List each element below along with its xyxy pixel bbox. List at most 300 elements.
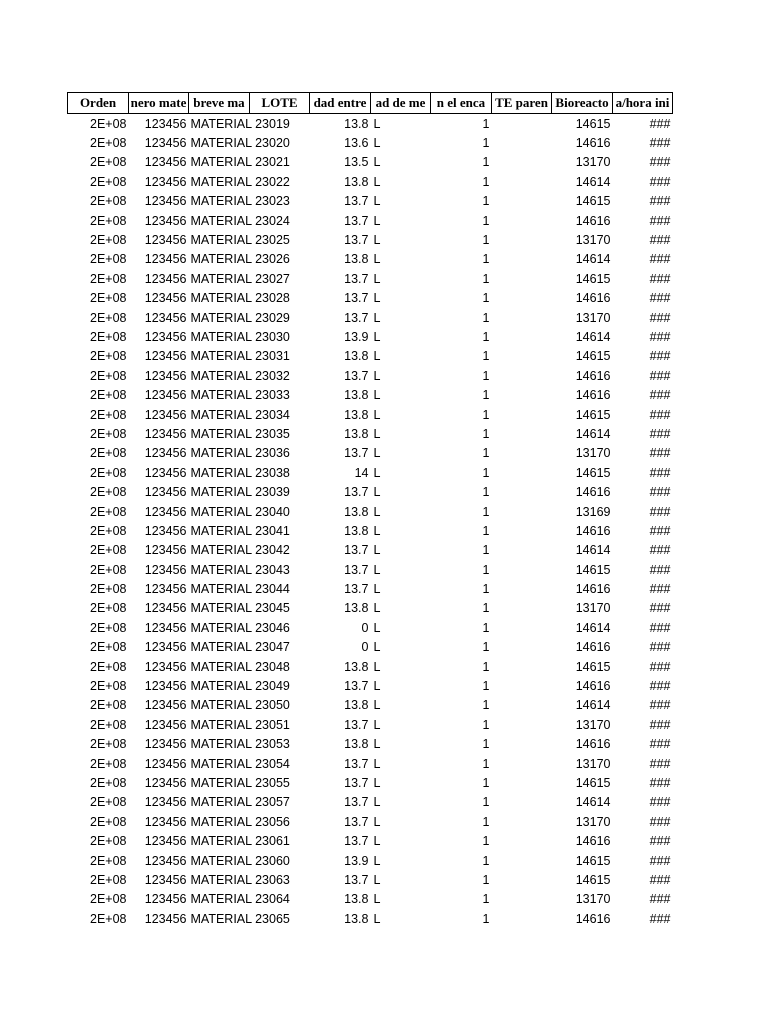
cell-cantidad-entregada[interactable]: 13.7 bbox=[344, 310, 369, 325]
cell-cantidad-encabezado[interactable]: 1 bbox=[482, 407, 490, 422]
cell-lote-parental[interactable] bbox=[492, 773, 552, 792]
cell-lote-parental[interactable] bbox=[492, 754, 552, 773]
cell-fecha-hora[interactable]: ### bbox=[649, 795, 671, 810]
cell-unidad-medida[interactable]: L bbox=[373, 426, 381, 441]
cell-lote-parental[interactable] bbox=[492, 172, 552, 191]
cell-lote-parental[interactable] bbox=[492, 638, 552, 657]
header-cantidad-encabezado[interactable]: n el enca bbox=[431, 93, 492, 114]
cell-texto-breve[interactable] bbox=[189, 366, 310, 385]
cell-fecha-hora[interactable]: ### bbox=[649, 426, 671, 441]
cell-bioreactor[interactable]: 14616 bbox=[575, 737, 611, 752]
cell-texto-breve[interactable] bbox=[189, 754, 310, 773]
cell-bioreactor[interactable]: 14616 bbox=[575, 834, 611, 849]
cell-texto-breve[interactable] bbox=[189, 870, 310, 889]
cell-texto-breve[interactable] bbox=[189, 715, 310, 734]
cell-unidad-medida[interactable]: L bbox=[373, 523, 381, 538]
cell-bioreactor[interactable]: 14615 bbox=[575, 775, 611, 790]
cell-bioreactor[interactable]: 14616 bbox=[575, 136, 611, 151]
cell-cantidad-encabezado[interactable]: 1 bbox=[482, 233, 490, 248]
cell-orden[interactable]: 2E+08 bbox=[90, 426, 127, 441]
cell-lote-parental[interactable] bbox=[492, 327, 552, 346]
cell-cantidad-entregada[interactable]: 13.7 bbox=[344, 485, 369, 500]
cell-unidad-medida[interactable]: L bbox=[373, 252, 381, 267]
cell-cantidad-encabezado[interactable]: 1 bbox=[482, 562, 490, 577]
cell-fecha-hora[interactable]: ### bbox=[649, 174, 671, 189]
cell-cantidad-encabezado[interactable]: 1 bbox=[482, 310, 490, 325]
cell-fecha-hora[interactable]: ### bbox=[649, 368, 671, 383]
cell-orden[interactable]: 2E+08 bbox=[90, 659, 127, 674]
cell-cantidad-encabezado[interactable]: 1 bbox=[482, 291, 490, 306]
cell-numero-material[interactable]: 123456 bbox=[144, 620, 187, 635]
cell-cantidad-encabezado[interactable]: 1 bbox=[482, 388, 490, 403]
cell-cantidad-entregada[interactable]: 13.7 bbox=[344, 814, 369, 829]
cell-cantidad-entregada[interactable]: 13.7 bbox=[344, 795, 369, 810]
cell-texto-breve[interactable] bbox=[189, 172, 310, 191]
cell-cantidad-entregada[interactable]: 13.9 bbox=[344, 329, 369, 344]
cell-fecha-hora[interactable]: ### bbox=[649, 136, 671, 151]
cell-numero-material[interactable]: 123456 bbox=[144, 582, 187, 597]
cell-orden[interactable]: 2E+08 bbox=[90, 446, 127, 461]
cell-cantidad-encabezado[interactable]: 1 bbox=[482, 834, 490, 849]
cell-bioreactor[interactable]: 14614 bbox=[575, 620, 611, 635]
cell-cantidad-entregada[interactable]: 13.7 bbox=[344, 368, 369, 383]
cell-fecha-hora[interactable]: ### bbox=[649, 446, 671, 461]
cell-numero-material[interactable]: 123456 bbox=[144, 814, 187, 829]
cell-lote-parental[interactable] bbox=[492, 230, 552, 249]
cell-cantidad-entregada[interactable]: 13.7 bbox=[344, 233, 369, 248]
cell-unidad-medida[interactable]: L bbox=[373, 271, 381, 286]
cell-cantidad-encabezado[interactable]: 1 bbox=[482, 446, 490, 461]
cell-numero-material[interactable]: 123456 bbox=[144, 698, 187, 713]
cell-texto-breve[interactable] bbox=[189, 347, 310, 366]
cell-lote-parental[interactable] bbox=[492, 269, 552, 288]
cell-bioreactor[interactable]: 13170 bbox=[575, 233, 611, 248]
cell-numero-material[interactable]: 123456 bbox=[144, 155, 187, 170]
cell-cantidad-entregada[interactable]: 13.7 bbox=[344, 291, 369, 306]
cell-texto-breve[interactable] bbox=[189, 114, 310, 134]
cell-cantidad-entregada[interactable]: 13.7 bbox=[344, 213, 369, 228]
cell-cantidad-encabezado[interactable]: 1 bbox=[482, 620, 490, 635]
cell-cantidad-encabezado[interactable]: 1 bbox=[482, 504, 490, 519]
cell-numero-material[interactable]: 123456 bbox=[144, 659, 187, 674]
cell-cantidad-entregada[interactable]: 0 bbox=[361, 620, 369, 635]
cell-texto-breve[interactable] bbox=[189, 696, 310, 715]
cell-cantidad-encabezado[interactable]: 1 bbox=[482, 116, 490, 131]
cell-cantidad-entregada[interactable]: 13.6 bbox=[344, 136, 369, 151]
cell-bioreactor[interactable]: 14616 bbox=[575, 213, 611, 228]
header-numero-material[interactable]: nero mate bbox=[129, 93, 189, 114]
cell-fecha-hora[interactable]: ### bbox=[649, 329, 671, 344]
cell-orden[interactable]: 2E+08 bbox=[90, 523, 127, 538]
cell-orden[interactable]: 2E+08 bbox=[90, 737, 127, 752]
cell-numero-material[interactable]: 123456 bbox=[144, 756, 187, 771]
cell-orden[interactable]: 2E+08 bbox=[90, 582, 127, 597]
cell-unidad-medida[interactable]: L bbox=[373, 640, 381, 655]
cell-cantidad-encabezado[interactable]: 1 bbox=[482, 872, 490, 887]
cell-fecha-hora[interactable]: ### bbox=[649, 543, 671, 558]
cell-fecha-hora[interactable]: ### bbox=[649, 582, 671, 597]
cell-orden[interactable]: 2E+08 bbox=[90, 252, 127, 267]
cell-lote-parental[interactable] bbox=[492, 482, 552, 501]
cell-texto-breve[interactable] bbox=[189, 444, 310, 463]
cell-lote-parental[interactable] bbox=[492, 192, 552, 211]
cell-texto-breve[interactable] bbox=[189, 890, 310, 909]
cell-numero-material[interactable]: 123456 bbox=[144, 911, 187, 926]
cell-numero-material[interactable]: 123456 bbox=[144, 194, 187, 209]
cell-cantidad-encabezado[interactable]: 1 bbox=[482, 717, 490, 732]
cell-texto-breve[interactable] bbox=[189, 812, 310, 831]
cell-cantidad-entregada[interactable]: 0 bbox=[361, 640, 369, 655]
cell-orden[interactable]: 2E+08 bbox=[90, 213, 127, 228]
cell-bioreactor[interactable]: 14614 bbox=[575, 252, 611, 267]
cell-cantidad-encabezado[interactable]: 1 bbox=[482, 659, 490, 674]
cell-orden[interactable]: 2E+08 bbox=[90, 349, 127, 364]
cell-unidad-medida[interactable]: L bbox=[373, 349, 381, 364]
cell-cantidad-entregada[interactable]: 13.8 bbox=[344, 174, 369, 189]
cell-orden[interactable]: 2E+08 bbox=[90, 892, 127, 907]
cell-texto-breve[interactable] bbox=[189, 735, 310, 754]
cell-unidad-medida[interactable]: L bbox=[373, 775, 381, 790]
cell-lote-parental[interactable] bbox=[492, 831, 552, 850]
cell-lote-parental[interactable] bbox=[492, 521, 552, 540]
cell-unidad-medida[interactable]: L bbox=[373, 562, 381, 577]
cell-numero-material[interactable]: 123456 bbox=[144, 116, 187, 131]
cell-texto-breve[interactable] bbox=[189, 269, 310, 288]
cell-lote-parental[interactable] bbox=[492, 657, 552, 676]
cell-unidad-medida[interactable]: L bbox=[373, 233, 381, 248]
cell-orden[interactable]: 2E+08 bbox=[90, 368, 127, 383]
cell-unidad-medida[interactable]: L bbox=[373, 717, 381, 732]
cell-texto-breve[interactable] bbox=[189, 560, 310, 579]
cell-numero-material[interactable]: 123456 bbox=[144, 426, 187, 441]
cell-numero-material[interactable]: 123456 bbox=[144, 233, 187, 248]
cell-texto-breve[interactable] bbox=[189, 773, 310, 792]
header-lote-parental[interactable]: TE paren bbox=[492, 93, 552, 114]
cell-orden[interactable]: 2E+08 bbox=[90, 775, 127, 790]
cell-bioreactor[interactable]: 13170 bbox=[575, 717, 611, 732]
cell-texto-breve[interactable] bbox=[189, 793, 310, 812]
cell-texto-breve[interactable] bbox=[189, 909, 310, 928]
cell-cantidad-encabezado[interactable]: 1 bbox=[482, 155, 490, 170]
cell-lote-parental[interactable] bbox=[492, 696, 552, 715]
cell-texto-breve[interactable] bbox=[189, 657, 310, 676]
cell-fecha-hora[interactable]: ### bbox=[649, 679, 671, 694]
cell-texto-breve[interactable] bbox=[189, 502, 310, 521]
cell-unidad-medida[interactable]: L bbox=[373, 407, 381, 422]
cell-unidad-medida[interactable]: L bbox=[373, 329, 381, 344]
cell-orden[interactable]: 2E+08 bbox=[90, 872, 127, 887]
cell-orden[interactable]: 2E+08 bbox=[90, 814, 127, 829]
cell-numero-material[interactable]: 123456 bbox=[144, 679, 187, 694]
cell-orden[interactable]: 2E+08 bbox=[90, 601, 127, 616]
header-cantidad-entregada[interactable]: dad entre bbox=[310, 93, 371, 114]
cell-unidad-medida[interactable]: L bbox=[373, 911, 381, 926]
cell-bioreactor[interactable]: 13169 bbox=[575, 504, 611, 519]
cell-orden[interactable]: 2E+08 bbox=[90, 834, 127, 849]
header-unidad-medida[interactable]: ad de me bbox=[371, 93, 431, 114]
cell-cantidad-encabezado[interactable]: 1 bbox=[482, 543, 490, 558]
cell-texto-breve[interactable] bbox=[189, 482, 310, 501]
cell-fecha-hora[interactable]: ### bbox=[649, 853, 671, 868]
cell-lote-parental[interactable] bbox=[492, 114, 552, 134]
cell-bioreactor[interactable]: 14615 bbox=[575, 271, 611, 286]
cell-numero-material[interactable]: 123456 bbox=[144, 737, 187, 752]
cell-cantidad-entregada[interactable]: 13.8 bbox=[344, 911, 369, 926]
cell-numero-material[interactable]: 123456 bbox=[144, 795, 187, 810]
cell-numero-material[interactable]: 123456 bbox=[144, 775, 187, 790]
cell-cantidad-encabezado[interactable]: 1 bbox=[482, 349, 490, 364]
cell-fecha-hora[interactable]: ### bbox=[649, 698, 671, 713]
cell-texto-breve[interactable] bbox=[189, 521, 310, 540]
cell-lote-parental[interactable] bbox=[492, 579, 552, 598]
cell-unidad-medida[interactable]: L bbox=[373, 853, 381, 868]
cell-lote-parental[interactable] bbox=[492, 424, 552, 443]
cell-numero-material[interactable]: 123456 bbox=[144, 523, 187, 538]
cell-orden[interactable]: 2E+08 bbox=[90, 853, 127, 868]
cell-cantidad-entregada[interactable]: 13.8 bbox=[344, 349, 369, 364]
cell-numero-material[interactable]: 123456 bbox=[144, 543, 187, 558]
cell-cantidad-entregada[interactable]: 13.7 bbox=[344, 756, 369, 771]
cell-fecha-hora[interactable]: ### bbox=[649, 310, 671, 325]
cell-numero-material[interactable]: 123456 bbox=[144, 407, 187, 422]
cell-lote-parental[interactable] bbox=[492, 405, 552, 424]
cell-cantidad-encabezado[interactable]: 1 bbox=[482, 737, 490, 752]
cell-texto-breve[interactable] bbox=[189, 308, 310, 327]
cell-numero-material[interactable]: 123456 bbox=[144, 562, 187, 577]
cell-bioreactor[interactable]: 14616 bbox=[575, 582, 611, 597]
cell-lote-parental[interactable] bbox=[492, 560, 552, 579]
cell-orden[interactable]: 2E+08 bbox=[90, 329, 127, 344]
cell-cantidad-encabezado[interactable]: 1 bbox=[482, 679, 490, 694]
cell-lote-parental[interactable] bbox=[492, 250, 552, 269]
cell-orden[interactable]: 2E+08 bbox=[90, 911, 127, 926]
cell-bioreactor[interactable]: 14616 bbox=[575, 911, 611, 926]
cell-lote-parental[interactable] bbox=[492, 385, 552, 404]
cell-bioreactor[interactable]: 14615 bbox=[575, 116, 611, 131]
cell-cantidad-encabezado[interactable]: 1 bbox=[482, 814, 490, 829]
cell-texto-breve[interactable] bbox=[189, 327, 310, 346]
cell-lote-parental[interactable] bbox=[492, 289, 552, 308]
header-orden[interactable]: Orden bbox=[68, 93, 129, 114]
cell-fecha-hora[interactable]: ### bbox=[649, 814, 671, 829]
cell-bioreactor[interactable]: 14614 bbox=[575, 795, 611, 810]
cell-unidad-medida[interactable]: L bbox=[373, 446, 381, 461]
cell-bioreactor[interactable]: 14615 bbox=[575, 659, 611, 674]
cell-orden[interactable]: 2E+08 bbox=[90, 756, 127, 771]
cell-unidad-medida[interactable]: L bbox=[373, 892, 381, 907]
cell-bioreactor[interactable]: 14615 bbox=[575, 349, 611, 364]
cell-numero-material[interactable]: 123456 bbox=[144, 485, 187, 500]
cell-numero-material[interactable]: 123456 bbox=[144, 252, 187, 267]
cell-cantidad-encabezado[interactable]: 1 bbox=[482, 213, 490, 228]
cell-lote-parental[interactable] bbox=[492, 211, 552, 230]
cell-orden[interactable]: 2E+08 bbox=[90, 640, 127, 655]
cell-lote-parental[interactable] bbox=[492, 890, 552, 909]
cell-texto-breve[interactable] bbox=[189, 676, 310, 695]
cell-orden[interactable]: 2E+08 bbox=[90, 233, 127, 248]
cell-cantidad-encabezado[interactable]: 1 bbox=[482, 136, 490, 151]
cell-fecha-hora[interactable]: ### bbox=[649, 872, 671, 887]
cell-numero-material[interactable]: 123456 bbox=[144, 329, 187, 344]
cell-orden[interactable]: 2E+08 bbox=[90, 698, 127, 713]
cell-cantidad-encabezado[interactable]: 1 bbox=[482, 426, 490, 441]
cell-bioreactor[interactable]: 14614 bbox=[575, 543, 611, 558]
cell-fecha-hora[interactable]: ### bbox=[649, 252, 671, 267]
cell-lote-parental[interactable] bbox=[492, 444, 552, 463]
cell-cantidad-entregada[interactable]: 13.8 bbox=[344, 252, 369, 267]
cell-cantidad-encabezado[interactable]: 1 bbox=[482, 795, 490, 810]
cell-bioreactor[interactable]: 14615 bbox=[575, 562, 611, 577]
cell-texto-breve[interactable] bbox=[189, 250, 310, 269]
cell-unidad-medida[interactable]: L bbox=[373, 834, 381, 849]
cell-cantidad-encabezado[interactable]: 1 bbox=[482, 911, 490, 926]
cell-bioreactor[interactable]: 14616 bbox=[575, 640, 611, 655]
cell-fecha-hora[interactable]: ### bbox=[649, 834, 671, 849]
header-lote[interactable]: LOTE bbox=[250, 93, 310, 114]
cell-cantidad-entregada[interactable]: 13.8 bbox=[344, 504, 369, 519]
cell-numero-material[interactable]: 123456 bbox=[144, 271, 187, 286]
cell-bioreactor[interactable]: 14616 bbox=[575, 388, 611, 403]
cell-unidad-medida[interactable]: L bbox=[373, 756, 381, 771]
cell-fecha-hora[interactable]: ### bbox=[649, 892, 671, 907]
cell-unidad-medida[interactable]: L bbox=[373, 698, 381, 713]
cell-cantidad-encabezado[interactable]: 1 bbox=[482, 368, 490, 383]
cell-orden[interactable]: 2E+08 bbox=[90, 504, 127, 519]
cell-unidad-medida[interactable]: L bbox=[373, 174, 381, 189]
cell-lote-parental[interactable] bbox=[492, 715, 552, 734]
cell-fecha-hora[interactable]: ### bbox=[649, 116, 671, 131]
cell-cantidad-entregada[interactable]: 13.8 bbox=[344, 659, 369, 674]
cell-cantidad-encabezado[interactable]: 1 bbox=[482, 174, 490, 189]
cell-orden[interactable]: 2E+08 bbox=[90, 310, 127, 325]
cell-orden[interactable]: 2E+08 bbox=[90, 485, 127, 500]
cell-fecha-hora[interactable]: ### bbox=[649, 291, 671, 306]
cell-bioreactor[interactable]: 13170 bbox=[575, 155, 611, 170]
cell-lote-parental[interactable] bbox=[492, 366, 552, 385]
cell-lote-parental[interactable] bbox=[492, 463, 552, 482]
cell-bioreactor[interactable]: 13170 bbox=[575, 446, 611, 461]
cell-orden[interactable]: 2E+08 bbox=[90, 543, 127, 558]
cell-orden[interactable]: 2E+08 bbox=[90, 620, 127, 635]
cell-lote-parental[interactable] bbox=[492, 618, 552, 637]
cell-cantidad-encabezado[interactable]: 1 bbox=[482, 329, 490, 344]
cell-lote-parental[interactable] bbox=[492, 851, 552, 870]
cell-cantidad-entregada[interactable]: 13.5 bbox=[344, 155, 369, 170]
cell-texto-breve[interactable] bbox=[189, 618, 310, 637]
cell-texto-breve[interactable] bbox=[189, 579, 310, 598]
cell-lote-parental[interactable] bbox=[492, 502, 552, 521]
cell-cantidad-entregada[interactable]: 13.8 bbox=[344, 523, 369, 538]
cell-bioreactor[interactable]: 14614 bbox=[575, 426, 611, 441]
cell-orden[interactable]: 2E+08 bbox=[90, 562, 127, 577]
cell-lote-parental[interactable] bbox=[492, 870, 552, 889]
cell-bioreactor[interactable]: 14614 bbox=[575, 329, 611, 344]
cell-lote-parental[interactable] bbox=[492, 676, 552, 695]
cell-fecha-hora[interactable]: ### bbox=[649, 659, 671, 674]
cell-fecha-hora[interactable]: ### bbox=[649, 271, 671, 286]
cell-bioreactor[interactable]: 14614 bbox=[575, 698, 611, 713]
cell-texto-breve[interactable] bbox=[189, 153, 310, 172]
cell-orden[interactable]: 2E+08 bbox=[90, 795, 127, 810]
cell-numero-material[interactable]: 123456 bbox=[144, 349, 187, 364]
cell-bioreactor[interactable]: 13170 bbox=[575, 310, 611, 325]
cell-unidad-medida[interactable]: L bbox=[373, 543, 381, 558]
cell-fecha-hora[interactable]: ### bbox=[649, 194, 671, 209]
cell-fecha-hora[interactable]: ### bbox=[649, 155, 671, 170]
cell-unidad-medida[interactable]: L bbox=[373, 795, 381, 810]
cell-cantidad-encabezado[interactable]: 1 bbox=[482, 756, 490, 771]
cell-orden[interactable]: 2E+08 bbox=[90, 174, 127, 189]
cell-unidad-medida[interactable]: L bbox=[373, 291, 381, 306]
cell-cantidad-entregada[interactable]: 13.8 bbox=[344, 737, 369, 752]
cell-lote-parental[interactable] bbox=[492, 909, 552, 928]
cell-bioreactor[interactable]: 14615 bbox=[575, 407, 611, 422]
cell-unidad-medida[interactable]: L bbox=[373, 737, 381, 752]
cell-numero-material[interactable]: 123456 bbox=[144, 834, 187, 849]
cell-unidad-medida[interactable]: L bbox=[373, 504, 381, 519]
cell-bioreactor[interactable]: 14615 bbox=[575, 465, 611, 480]
cell-cantidad-entregada[interactable]: 13.8 bbox=[344, 426, 369, 441]
cell-lote-parental[interactable] bbox=[492, 153, 552, 172]
cell-unidad-medida[interactable]: L bbox=[373, 310, 381, 325]
cell-unidad-medida[interactable]: L bbox=[373, 388, 381, 403]
cell-orden[interactable]: 2E+08 bbox=[90, 407, 127, 422]
cell-orden[interactable]: 2E+08 bbox=[90, 136, 127, 151]
cell-bioreactor[interactable]: 14616 bbox=[575, 368, 611, 383]
cell-bioreactor[interactable]: 13170 bbox=[575, 814, 611, 829]
cell-cantidad-encabezado[interactable]: 1 bbox=[482, 485, 490, 500]
cell-cantidad-entregada[interactable]: 13.7 bbox=[344, 562, 369, 577]
cell-cantidad-encabezado[interactable]: 1 bbox=[482, 252, 490, 267]
cell-lote-parental[interactable] bbox=[492, 812, 552, 831]
cell-texto-breve[interactable] bbox=[189, 638, 310, 657]
cell-numero-material[interactable]: 123456 bbox=[144, 872, 187, 887]
cell-numero-material[interactable]: 123456 bbox=[144, 853, 187, 868]
header-bioreactor[interactable]: Bioreacto bbox=[552, 93, 613, 114]
cell-numero-material[interactable]: 123456 bbox=[144, 291, 187, 306]
cell-bioreactor[interactable]: 13170 bbox=[575, 892, 611, 907]
cell-texto-breve[interactable] bbox=[189, 289, 310, 308]
cell-fecha-hora[interactable]: ### bbox=[649, 911, 671, 926]
cell-unidad-medida[interactable]: L bbox=[373, 872, 381, 887]
cell-cantidad-encabezado[interactable]: 1 bbox=[482, 194, 490, 209]
cell-fecha-hora[interactable]: ### bbox=[649, 233, 671, 248]
cell-unidad-medida[interactable]: L bbox=[373, 465, 381, 480]
cell-numero-material[interactable]: 123456 bbox=[144, 465, 187, 480]
cell-fecha-hora[interactable]: ### bbox=[649, 349, 671, 364]
cell-texto-breve[interactable] bbox=[189, 385, 310, 404]
cell-cantidad-encabezado[interactable]: 1 bbox=[482, 698, 490, 713]
cell-cantidad-entregada[interactable]: 13.7 bbox=[344, 834, 369, 849]
cell-numero-material[interactable]: 123456 bbox=[144, 213, 187, 228]
cell-numero-material[interactable]: 123456 bbox=[144, 368, 187, 383]
cell-fecha-hora[interactable]: ### bbox=[649, 523, 671, 538]
cell-orden[interactable]: 2E+08 bbox=[90, 271, 127, 286]
cell-numero-material[interactable]: 123456 bbox=[144, 640, 187, 655]
cell-orden[interactable]: 2E+08 bbox=[90, 679, 127, 694]
cell-unidad-medida[interactable]: L bbox=[373, 136, 381, 151]
cell-texto-breve[interactable] bbox=[189, 424, 310, 443]
cell-lote-parental[interactable] bbox=[492, 347, 552, 366]
cell-numero-material[interactable]: 123456 bbox=[144, 892, 187, 907]
cell-bioreactor[interactable]: 14615 bbox=[575, 853, 611, 868]
cell-lote-parental[interactable] bbox=[492, 735, 552, 754]
cell-fecha-hora[interactable]: ### bbox=[649, 737, 671, 752]
cell-unidad-medida[interactable]: L bbox=[373, 679, 381, 694]
cell-unidad-medida[interactable]: L bbox=[373, 601, 381, 616]
cell-cantidad-entregada[interactable]: 14 bbox=[354, 465, 369, 480]
cell-cantidad-entregada[interactable]: 13.7 bbox=[344, 194, 369, 209]
